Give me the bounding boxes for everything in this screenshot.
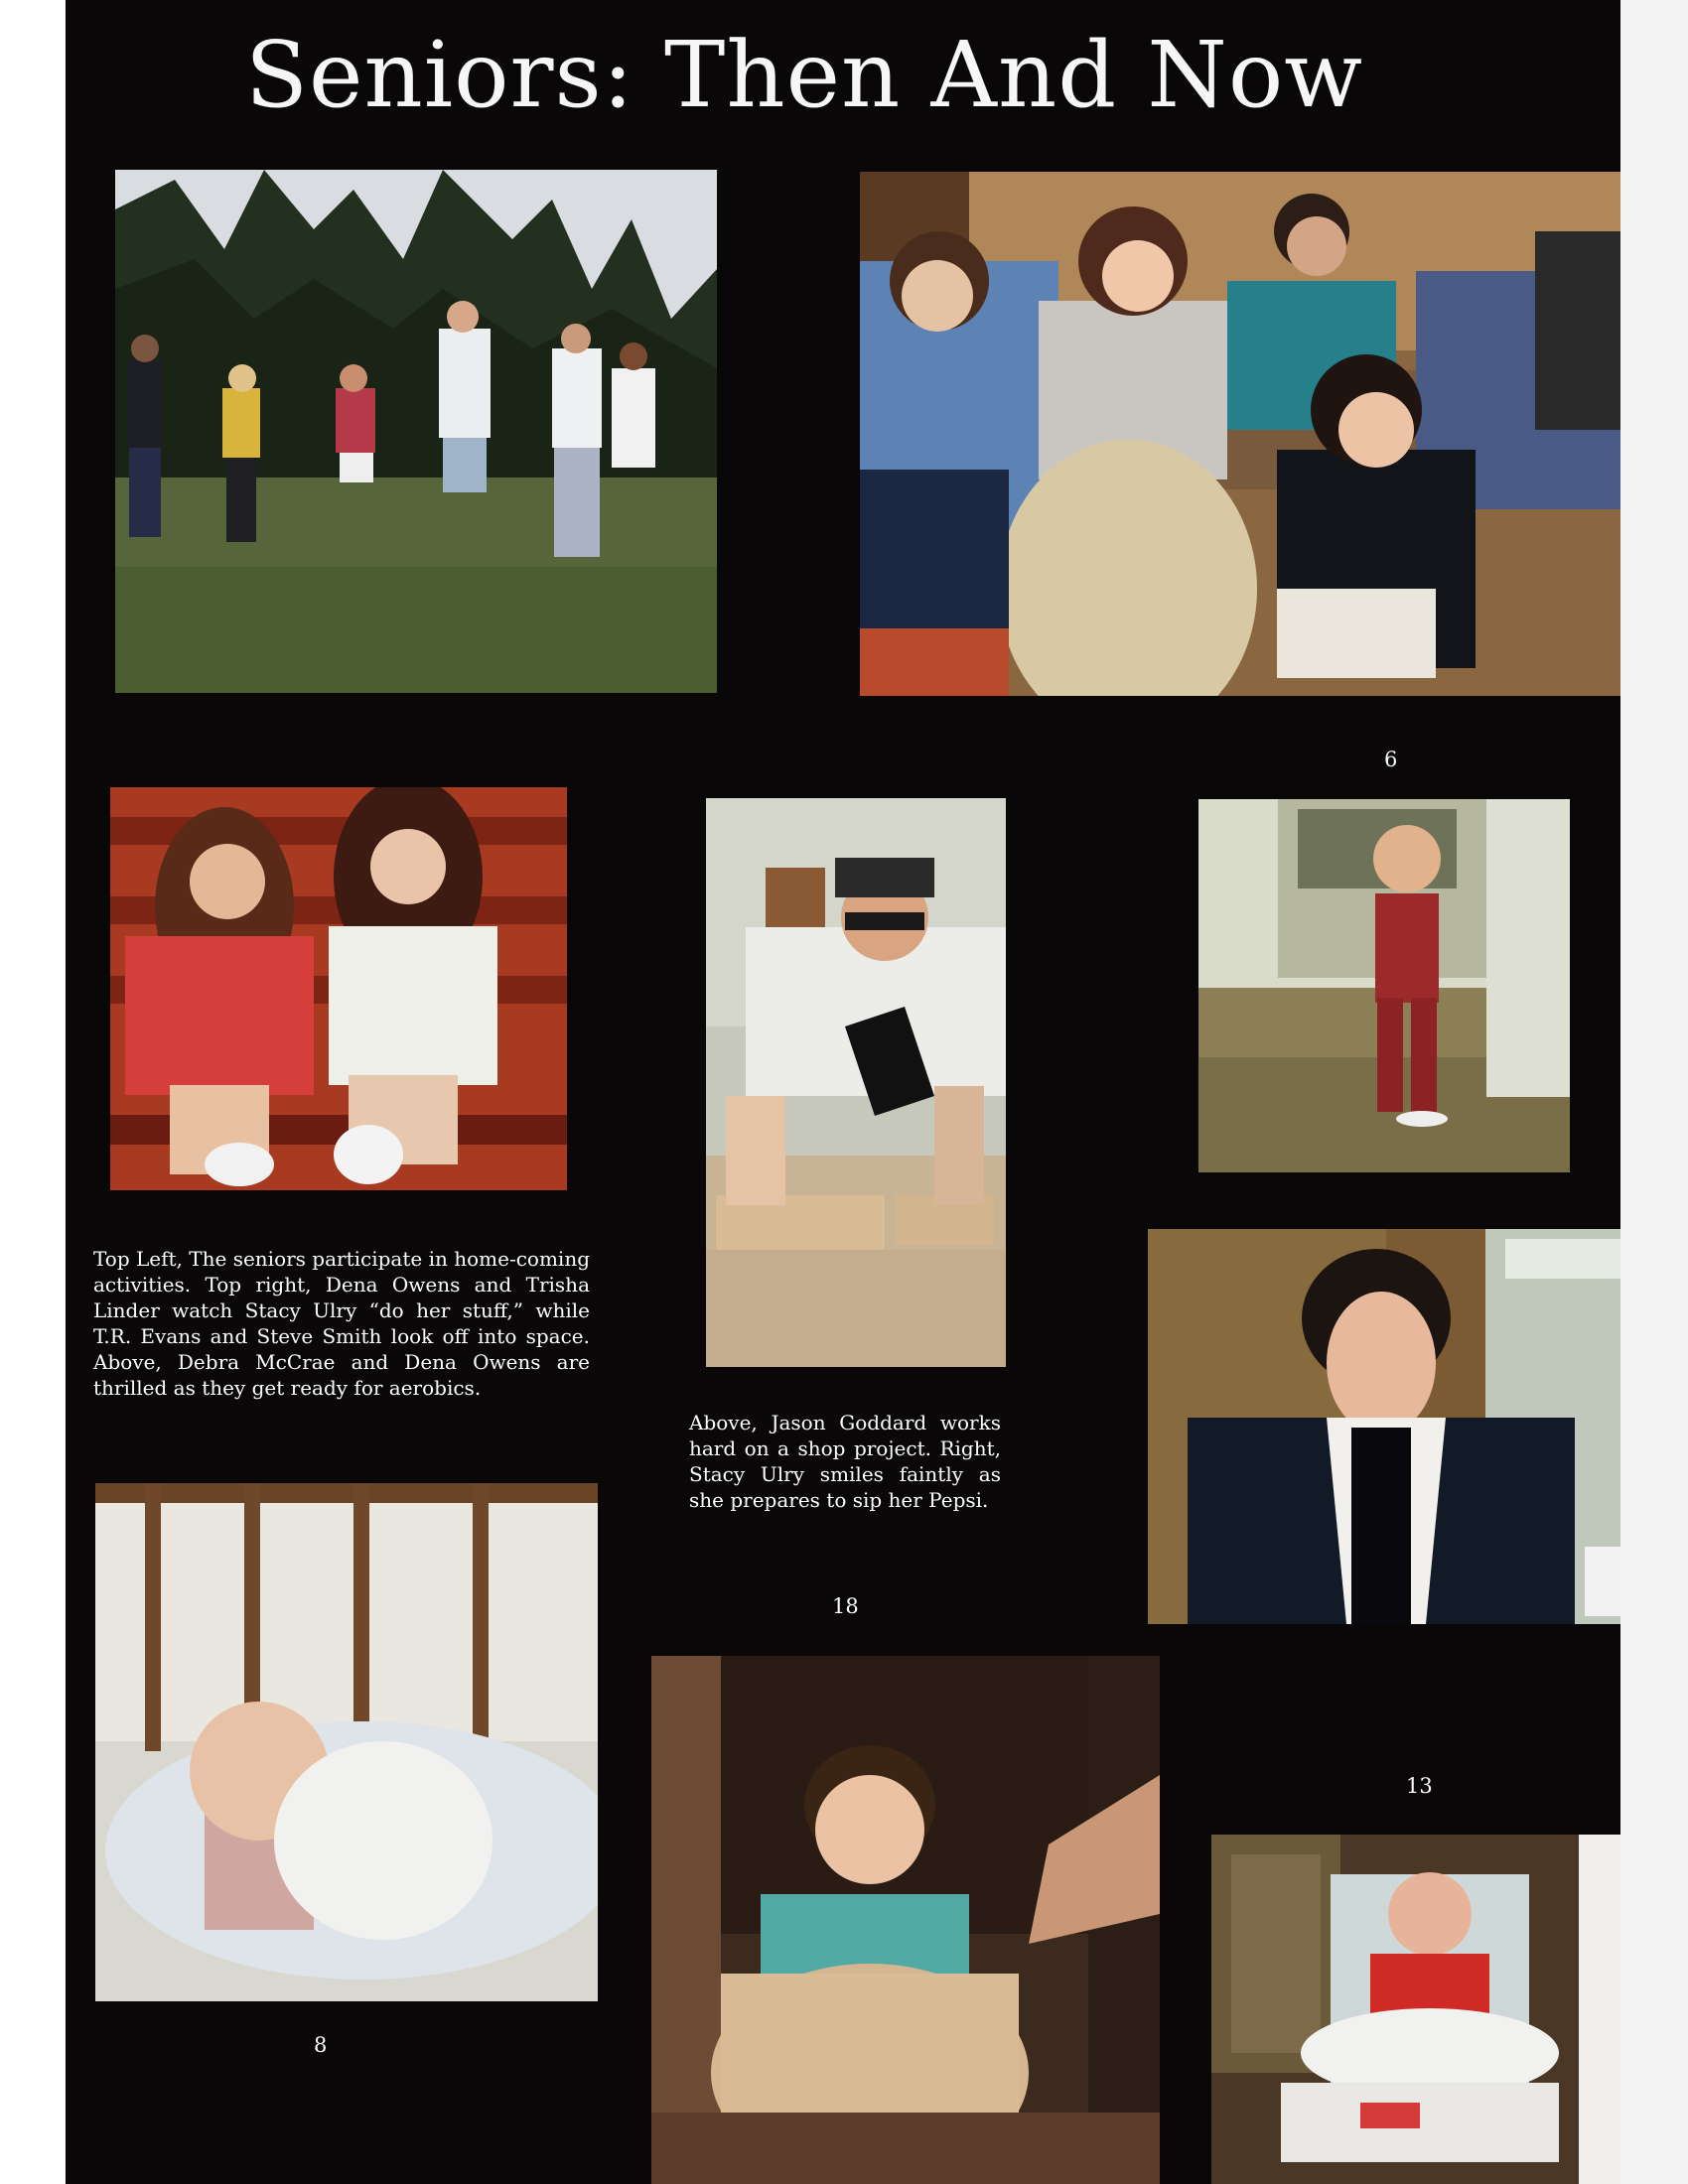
- photo-shop-project: [706, 798, 1006, 1367]
- photo-toddler-red: [1198, 799, 1570, 1172]
- photo-number-13: 13: [1406, 1774, 1433, 1798]
- photo-number-18: 18: [832, 1594, 859, 1618]
- photo-baby-highchair: [1211, 1835, 1620, 2184]
- photo-stacy-ulry: [1148, 1229, 1620, 1624]
- photo-number-8: 8: [314, 2033, 328, 2057]
- photo-baby-basket: [651, 1656, 1160, 2184]
- page-title: Seniors: Then And Now: [245, 22, 1363, 128]
- photo-baby-crib: [95, 1483, 598, 2001]
- photo-aerobics: [110, 787, 567, 1190]
- caption-left: Top Left, The seniors participate in home-coming activities. Top right, Dena Owens and Trisha Linder watch Stacy Ulry “do her stuff,” while T.R. Evans and Steve Smith look off into space. Above, Debra McCrae and Dena Owens are thrilled as they get ready for aerobics.: [93, 1247, 590, 1400]
- photo-classroom: [860, 172, 1620, 696]
- caption-center: Above, Jason Goddard works hard on a shop project. Right, Stacy Ulry smiles faintly as she prepares to sip her Pepsi.: [689, 1411, 1001, 1512]
- page-edge: [1620, 0, 1688, 2184]
- photo-homecoming-field: [115, 170, 717, 693]
- photo-number-6: 6: [1384, 748, 1398, 771]
